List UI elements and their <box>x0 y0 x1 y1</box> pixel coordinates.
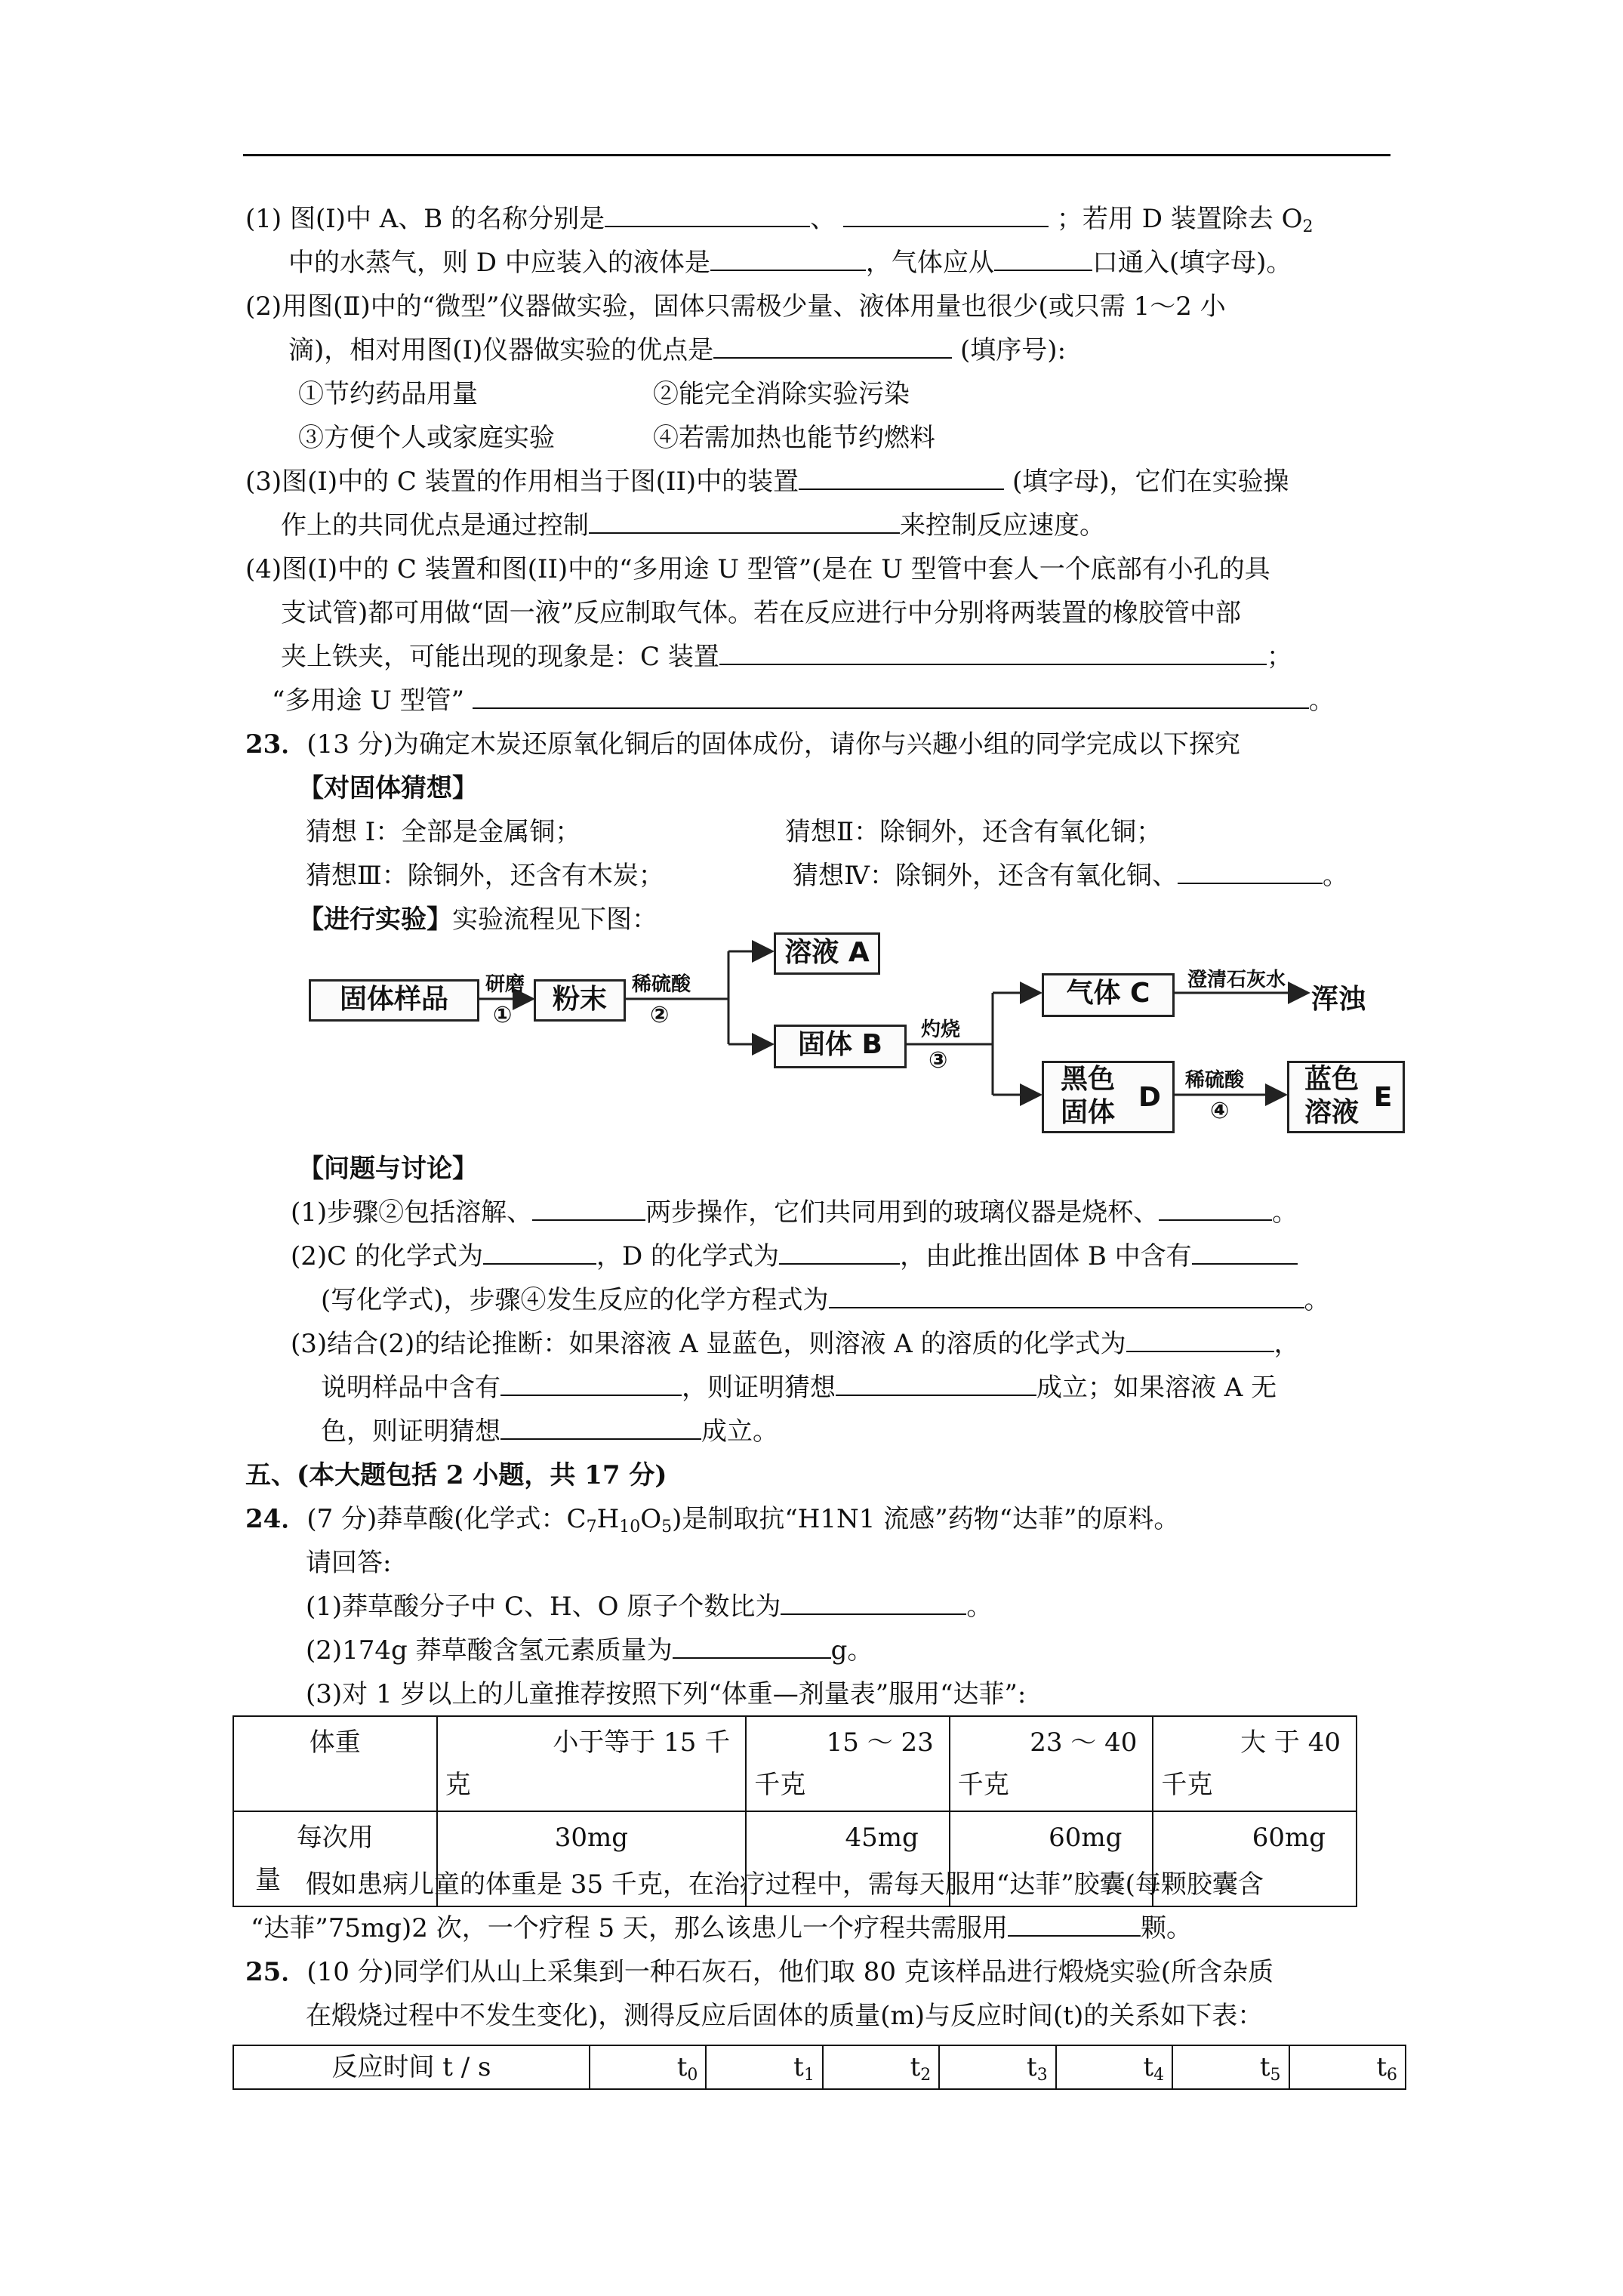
q25-intro-line1 <box>245 1955 1273 1989</box>
text: 中的水蒸气，则 D 中应装入的液体是 <box>288 248 710 278</box>
text: O <box>640 1504 662 1534</box>
text: 【进行实验】 <box>298 905 452 935</box>
text: 猜想 I <box>306 817 376 847</box>
question-number: 25． <box>245 1957 307 1987</box>
subscript: 10 <box>619 1518 641 1536</box>
q24-part3: (3)对 1 岁以上的儿童推荐按照下列“体重—剂量表”服用“达菲”: <box>306 1679 1027 1709</box>
text: 颗。 <box>1140 1913 1192 1943</box>
answer-blank[interactable] <box>719 641 1267 665</box>
answer-blank[interactable] <box>799 466 1004 490</box>
text: “达菲”75mg)2 次，一个疗程 5 天，那么该患儿一个疗程共需服用 <box>251 1913 1008 1943</box>
q22-part4-line3 <box>281 640 1292 673</box>
question-number: 23． <box>245 729 307 760</box>
text: 小于等于 15 千 <box>553 1727 731 1758</box>
text: 每次用 <box>296 1823 374 1853</box>
step4-number: ④ <box>1210 1098 1230 1124</box>
table-row <box>233 2045 1406 2089</box>
answer-blank[interactable] <box>532 1197 645 1221</box>
black-solid-letter: D <box>1138 1082 1161 1113</box>
question-number: 24． <box>245 1504 307 1534</box>
text: 、 <box>810 204 836 234</box>
table-header-col4 <box>1153 1716 1357 1811</box>
text: 口通入(填字母)。 <box>1092 248 1292 278</box>
table-cell: 45mg <box>746 1811 950 1906</box>
text: 。 <box>1304 1285 1330 1315</box>
step3-label: 灼烧 <box>921 1019 961 1041</box>
answer-blank[interactable] <box>781 1591 966 1615</box>
box-solution-a: 溶液 A <box>774 932 880 975</box>
table-row <box>233 1716 1357 1811</box>
table-cell-t5 <box>1172 2045 1289 2089</box>
box-solid-sample: 固体样品 <box>309 979 479 1022</box>
text: (13 分)为确定木炭还原氧化铜后的固体成份，请你与兴趣小组的同学完成以下探究 <box>306 729 1240 760</box>
subscript: 5 <box>1270 2066 1281 2085</box>
q23-discussion-3-line1 <box>291 1327 1300 1361</box>
table-cell-t2 <box>823 2045 939 2089</box>
discussion-title <box>298 1152 478 1185</box>
text: 夹上铁夹，可能出现的现象是：C 装置 <box>281 642 719 672</box>
text: 色，则证明猜想 <box>321 1416 500 1447</box>
text: (填字母)，它们在实验操 <box>1012 467 1289 497</box>
experiment-flow-diagram <box>291 925 1419 1144</box>
text: ：全部是金属铜； <box>375 817 581 847</box>
answer-blank[interactable] <box>605 203 810 227</box>
text: g。 <box>830 1635 873 1666</box>
text: (2)C 的化学式为 <box>291 1241 483 1271</box>
text: t <box>1376 2052 1387 2082</box>
text: (10 分)同学们从山上采集到一种石灰石，他们取 80 克该样品进行煅烧实验(所含杂质 <box>306 1957 1274 1987</box>
q22-part3-line2 <box>281 509 1105 542</box>
subscript: 3 <box>1036 2066 1048 2085</box>
text: (2)174g 莽草酸含氢元素质量为 <box>306 1635 673 1666</box>
text: ，由此推出固体 B 中含有 <box>900 1241 1192 1271</box>
text: 来控制反应速度。 <box>900 510 1105 541</box>
text: (填序号): <box>960 335 1067 365</box>
text: ， <box>1273 1329 1300 1359</box>
q24-part2 <box>306 1634 873 1667</box>
text: “多用途 U 型管” <box>272 686 465 716</box>
answer-blank[interactable] <box>673 1635 831 1659</box>
text: 成立。 <box>701 1416 778 1447</box>
answer-blank[interactable] <box>1008 1912 1141 1937</box>
box-gas-c: 气体 C <box>1042 973 1175 1017</box>
answer-blank[interactable] <box>500 1416 701 1440</box>
step1-label: 研磨 <box>485 973 525 996</box>
text: t <box>1259 2052 1270 2082</box>
option-3: ③方便个人或家庭实验 <box>298 423 555 453</box>
q24-intro <box>245 1502 1179 1536</box>
q22-part3-line1 <box>245 465 1289 498</box>
text: H <box>596 1504 620 1534</box>
text: 【对固体猜想】 <box>298 773 478 803</box>
table-cell: 60mg <box>950 1811 1153 1906</box>
table-header-time: 反应时间 t / s <box>233 2045 590 2089</box>
text: 23 ～ 40 <box>1030 1727 1138 1758</box>
text: (7 分)莽草酸(化学式：C <box>306 1504 587 1534</box>
text: ； <box>1266 642 1292 672</box>
text: t <box>910 2052 921 2082</box>
text: 千克 <box>957 1770 1009 1800</box>
q22-part4-line4 <box>272 684 1335 717</box>
text: 两步操作，它们共同用到的玻璃仪器是烧杯、 <box>645 1197 1160 1228</box>
text: (写化学式)，步骤④发生反应的化学方程式为 <box>321 1285 829 1315</box>
answer-blank[interactable] <box>483 1240 596 1265</box>
answer-blank[interactable] <box>589 510 900 534</box>
answer-blank[interactable] <box>473 685 1309 709</box>
text: ，则证明猜想 <box>682 1373 836 1403</box>
box-blue-solution-e <box>1287 1061 1405 1133</box>
text: ，气体应从 <box>865 248 994 278</box>
q23-discussion-3-line2 <box>321 1371 1277 1404</box>
option-1: ①节约药品用量 <box>298 379 478 409</box>
text: t <box>793 2052 804 2082</box>
text: 千克 <box>1161 1770 1213 1800</box>
step2-label: 稀硫酸 <box>632 973 691 996</box>
q25-intro-line2: 在煅烧过程中不发生变化)，测得反应后固体的质量(m)与反应时间(t)的关系如下表： <box>306 2001 1264 2031</box>
text: 千克 <box>754 1770 806 1800</box>
text: (2)用图(Ⅱ)中的“微型”仪器做实验，固体只需极少量、液体用量也很少(或只需 1～2 小 <box>245 291 1226 322</box>
q24-ask: 请回答: <box>306 1548 392 1578</box>
subscript: 7 <box>586 1518 597 1536</box>
text: t <box>1027 2052 1037 2082</box>
q23-discussion-3-line3 <box>321 1415 778 1448</box>
step4-label: 稀硫酸 <box>1185 1069 1245 1092</box>
text: 成立；如果溶液 A 无 <box>1036 1373 1277 1403</box>
text: 作上的共同优点是通过控制 <box>281 510 589 541</box>
text: (1)步骤②包括溶解、 <box>291 1197 533 1228</box>
text: 五、 <box>245 1460 297 1490</box>
guess-4 <box>793 859 1348 892</box>
limewater-label: 澄清石灰水 <box>1187 969 1286 991</box>
q22-part2-line1 <box>245 290 1226 323</box>
q24-part1 <box>306 1590 992 1623</box>
text: 量 <box>255 1865 281 1895</box>
step3-number: ③ <box>929 1047 948 1074</box>
q23-discussion-1 <box>291 1196 1298 1229</box>
q22-part1-line2 <box>288 246 1292 279</box>
q22-part4-line2 <box>281 596 1241 630</box>
box-black-solid-d <box>1042 1061 1175 1133</box>
guess-2: 猜想Ⅱ：除铜外，还含有氧化铜； <box>785 817 1163 847</box>
guess-3: 猜想Ⅲ：除铜外，还含有木炭； <box>306 861 664 891</box>
blue-solution-label: 蓝色溶液 <box>1304 1064 1359 1128</box>
text: 。 <box>966 1592 993 1622</box>
answer-blank[interactable] <box>1126 1328 1274 1352</box>
answer-blank[interactable] <box>836 1372 1036 1396</box>
answer-blank[interactable] <box>994 247 1092 271</box>
subscript: 0 <box>687 2066 698 2085</box>
q22-part1-line1 <box>245 202 1313 236</box>
guess-title <box>298 772 478 805</box>
top-rule <box>243 154 1390 156</box>
text: 滴)，相对用图(I)仪器做实验的优点是 <box>288 335 714 365</box>
answer-blank[interactable] <box>829 1284 1304 1308</box>
text: 。 <box>1322 861 1348 891</box>
reaction-time-table <box>233 2045 1406 2090</box>
q23-discussion-2-line1 <box>291 1240 1298 1273</box>
table-cell: 30mg <box>437 1811 747 1906</box>
text: 克 <box>445 1770 471 1800</box>
text: 实验流程见下图： <box>452 905 658 935</box>
table-header-col3 <box>950 1716 1153 1811</box>
text: 说明样品中含有 <box>321 1373 500 1403</box>
section-5-heading <box>245 1459 667 1492</box>
text: 大 于 40 <box>1240 1727 1341 1758</box>
answer-blank[interactable] <box>779 1240 900 1265</box>
answer-blank[interactable] <box>843 203 1049 227</box>
text: t <box>1143 2052 1154 2082</box>
table-cell-t1 <box>706 2045 822 2089</box>
table-header-col1 <box>437 1716 747 1811</box>
result-turbid: 浑浊 <box>1311 984 1366 1015</box>
text: 【问题与讨论】 <box>298 1154 478 1184</box>
table-cell-t6 <box>1289 2045 1406 2089</box>
text: t <box>676 2052 688 2082</box>
step2-number: ② <box>650 1002 670 1028</box>
text: (1) 图(Ⅰ)中 A、B 的名称分别是 <box>245 204 605 234</box>
text: 猜想Ⅳ：除铜外，还含有氧化铜、 <box>793 861 1178 891</box>
q23-intro <box>245 728 1240 761</box>
subscript: 2 <box>1302 217 1313 236</box>
answer-blank[interactable] <box>1192 1240 1298 1265</box>
text: 15 ～ 23 <box>826 1727 934 1758</box>
table-cell-t4 <box>1056 2045 1172 2089</box>
table-cell: 60mg <box>1153 1811 1357 1906</box>
box-solid-b: 固体 B <box>774 1025 907 1068</box>
subscript: 2 <box>920 2066 932 2085</box>
answer-blank[interactable] <box>713 334 952 359</box>
answer-blank[interactable] <box>710 247 866 271</box>
text: (4)图(Ⅰ)中的 C 装置和图(II)中的“多用途 U 型管”(是在 U 型管中套人一个底部有小孔的具 <box>245 554 1270 584</box>
text: ；若用 D 装置除去 O <box>1056 204 1303 234</box>
table-cell-t3 <box>939 2045 1055 2089</box>
black-solid-label: 黑色固体 <box>1060 1064 1115 1128</box>
subscript: 5 <box>661 1518 673 1536</box>
q23-discussion-2-line2 <box>321 1284 1330 1317</box>
guess-1 <box>306 815 581 849</box>
step1-number: ① <box>493 1002 513 1028</box>
subscript: 6 <box>1387 2066 1397 2085</box>
text: )是制取抗“H1N1 流感”药物“达菲”的原料。 <box>672 1504 1180 1534</box>
subscript: 1 <box>803 2066 815 2085</box>
text: 支试管)都可用做“固一液”反应制取气体。若在反应进行中分别将两装置的橡胶管中部 <box>281 598 1242 628</box>
table-header-weight: 体重 <box>233 1716 437 1811</box>
text: (1)莽草酸分子中 C、H、O 原子个数比为 <box>306 1592 781 1622</box>
q24-case-line1: 假如患病儿童的体重是 35 千克，在治疗过程中，需每天服用“达菲”胶囊(每颗胶囊含 <box>306 1869 1264 1900</box>
answer-blank[interactable] <box>1159 1197 1272 1221</box>
text: 。 <box>1272 1197 1298 1228</box>
table-header-col2 <box>746 1716 950 1811</box>
q22-part4-line1 <box>245 553 1270 586</box>
option-4: ④若需加热也能节约燃料 <box>653 423 935 453</box>
table-cell-t0 <box>590 2045 706 2089</box>
subscript: 4 <box>1153 2066 1165 2085</box>
blue-solution-letter: E <box>1373 1082 1393 1113</box>
option-2: ②能完全消除实验污染 <box>653 379 910 409</box>
text: (3)图(Ⅰ)中的 C 装置的作用相当于图(II)中的装置 <box>245 467 799 497</box>
text: (本大题包括 2 小题，共 17 分) <box>297 1460 667 1490</box>
q24-case-line2 <box>251 1912 1192 1945</box>
box-powder: 粉末 <box>534 979 626 1022</box>
text: 。 <box>1308 686 1335 716</box>
answer-blank[interactable] <box>1178 860 1323 884</box>
answer-blank[interactable] <box>500 1372 682 1396</box>
text: (3)结合(2)的结论推断：如果溶液 A 显蓝色，则溶液 A 的溶质的化学式为 <box>291 1329 1126 1359</box>
q22-part2-line2 <box>288 334 1066 367</box>
text: ，D 的化学式为 <box>596 1241 780 1271</box>
